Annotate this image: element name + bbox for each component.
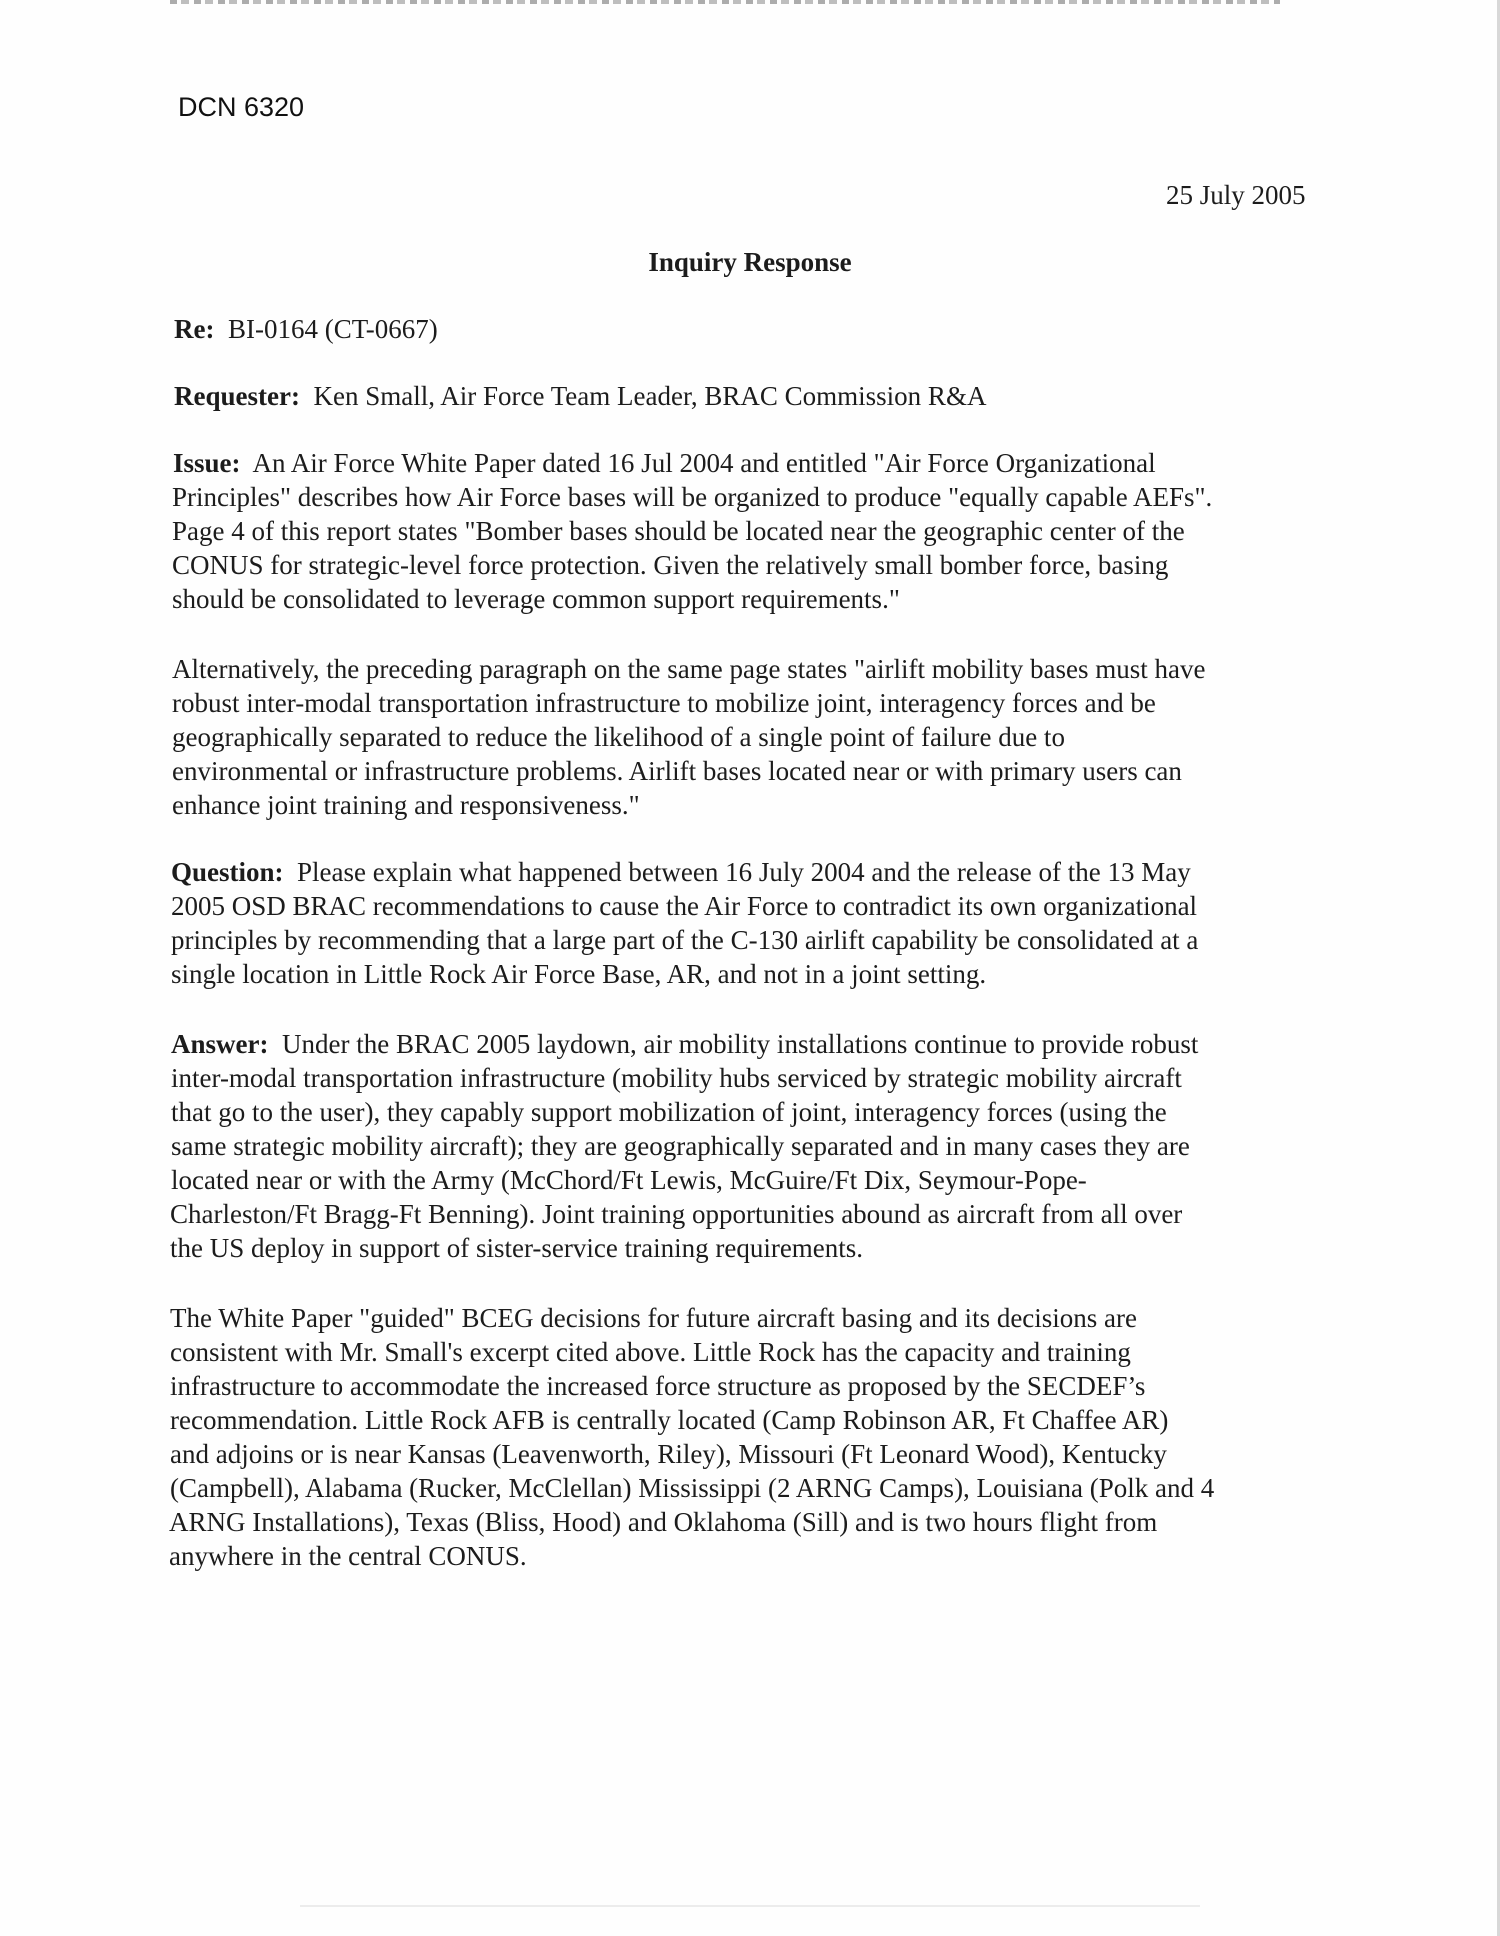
answer-text-line: same strategic mobility aircraft); they are geographically separated and in many cases they are	[171, 1131, 1190, 1161]
alternatively-text-line: geographically separated to reduce the likelihood of a single point of failure due to	[172, 722, 1065, 752]
answer-text-line: inter-modal transportation infrastructure (mobility hubs serviced by strategic mobility aircraft	[171, 1063, 1182, 1093]
answer-text-line: the US deploy in support of sister-service training requirements.	[170, 1233, 864, 1263]
answer-text-line: Under the BRAC 2005 laydown, air mobility installations continue to provide robust	[281, 1029, 1199, 1059]
document-control-number: DCN 6320	[178, 92, 305, 122]
white-paper-text-line: anywhere in the central CONUS.	[169, 1541, 527, 1571]
alternatively-text-line: robust inter-modal transportation infrastructure to mobilize joint, interagency forces and be	[172, 688, 1156, 718]
scan-artifact	[170, 0, 1280, 4]
white-paper-text-line: (Campbell), Alabama (Rucker, McClellan) Mississippi (2 ARNG Camps), Louisiana (Polk and 4	[170, 1473, 1215, 1503]
scan-artifact	[300, 1905, 1200, 1907]
requester-line	[174, 380, 986, 412]
issue-line	[173, 447, 1156, 479]
white-paper-text-line: The White Paper "guided" BCEG decisions for future aircraft basing and its decisions are	[170, 1303, 1138, 1333]
answer-text-line: located near or with the Army (McChord/Ft Lewis, McGuire/Ft Dix, Seymour-Pope-	[171, 1165, 1087, 1195]
question-label: Question:	[171, 857, 284, 887]
white-paper-text-line: ARNG Installations), Texas (Bliss, Hood) and Oklahoma (Sill) and is two hours flight from	[169, 1507, 1158, 1537]
answer-label: Answer:	[171, 1029, 269, 1059]
alternatively-text-line: Alternatively, the preceding paragraph on the same page states "airlift mobility bases must have	[172, 654, 1206, 684]
issue-label: Issue:	[173, 448, 241, 478]
question-text-line: single location in Little Rock Air Force Base, AR, and not in a joint setting.	[171, 959, 987, 989]
re-line	[174, 313, 438, 345]
question-text-line: principles by recommending that a large part of the C-130 airlift capability be consolidated at a	[171, 925, 1199, 955]
requester-label: Requester:	[174, 381, 300, 411]
issue-text-line: Page 4 of this report states "Bomber bases should be located near the geographic center of the	[172, 516, 1185, 546]
document-title: Inquiry Response	[648, 247, 852, 277]
question-text-line: 2005 OSD BRAC recommendations to cause the Air Force to contradict its own organizational	[171, 891, 1198, 921]
white-paper-text-line: and adjoins or is near Kansas (Leavenworth, Riley), Missouri (Ft Leonard Wood), Kentucky	[170, 1439, 1167, 1469]
requester-text: Ken Small, Air Force Team Leader, BRAC Commission R&A	[313, 381, 987, 411]
alternatively-text-line: enhance joint training and responsiveness."	[172, 790, 640, 820]
answer-text-line: that go to the user), they capably support mobilization of joint, interagency forces (using the	[171, 1097, 1167, 1127]
answer-line	[171, 1028, 1198, 1060]
alternatively-text-line: environmental or infrastructure problems. Airlift bases located near or with primary users can	[172, 756, 1182, 786]
document-date: 25 July 2005	[1166, 180, 1306, 210]
issue-text-line: An Air Force White Paper dated 16 Jul 2004 and entitled "Air Force Organizational	[252, 448, 1156, 478]
white-paper-text-line: infrastructure to accommodate the increased force structure as proposed by the SECDEF’s	[170, 1371, 1146, 1401]
white-paper-text-line: recommendation. Little Rock AFB is centrally located (Camp Robinson AR, Ft Chaffee AR)	[170, 1405, 1169, 1435]
issue-text-line: Principles" describes how Air Force bases will be organized to produce "equally capable AEFs".	[172, 482, 1213, 512]
issue-text-line: should be consolidated to leverage common support requirements."	[172, 584, 900, 614]
white-paper-text-line: consistent with Mr. Small's excerpt cited above. Little Rock has the capacity and training	[170, 1337, 1131, 1367]
question-line	[171, 856, 1191, 888]
re-text: BI-0164 (CT-0667)	[227, 314, 438, 344]
re-label: Re:	[174, 314, 215, 344]
answer-text-line: Charleston/Ft Bragg-Ft Benning). Joint training opportunities abound as aircraft from all over	[170, 1199, 1183, 1229]
question-text-line: Please explain what happened between 16 July 2004 and the release of the 13 May	[297, 857, 1191, 887]
issue-text-line: CONUS for strategic-level force protection. Given the relatively small bomber force, basing	[172, 550, 1169, 580]
